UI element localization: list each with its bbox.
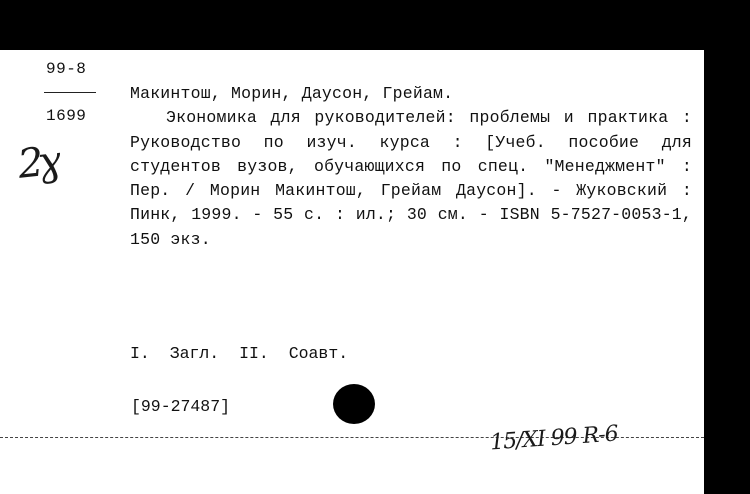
classification-divider xyxy=(44,92,96,93)
scan-top-border xyxy=(0,0,750,50)
bibliographic-record xyxy=(130,82,692,252)
tracings: I. Загл. II. Соавт. xyxy=(130,344,349,363)
scan-right-border xyxy=(704,50,750,494)
punch-hole xyxy=(333,384,375,424)
classification-number: 99-8 xyxy=(46,60,87,78)
bibliographic-description: Экономика для руководителей: проблемы и практика : Руководство по изуч. курса : [Учеб. пособие для студентов вузов, обучающихся по спец. "Менеджмент" : Пер. / Морин Макинтош, Грейам Даусон]. - Жуковский : Пинк, 1999. - 55 с. : ил.; 30 см. - ISBN 5-7527-0053-1, 150 экз. xyxy=(130,108,692,249)
author-heading: Макинтош, Морин, Даусон, Грейам. xyxy=(130,84,454,103)
registration-number: [99-27487] xyxy=(131,397,231,416)
handwritten-mark: 2ɣ xyxy=(15,138,58,188)
handwritten-date-note: 15/XI 99 R-6 xyxy=(489,421,619,456)
author-mark-number: 1699 xyxy=(46,107,87,125)
